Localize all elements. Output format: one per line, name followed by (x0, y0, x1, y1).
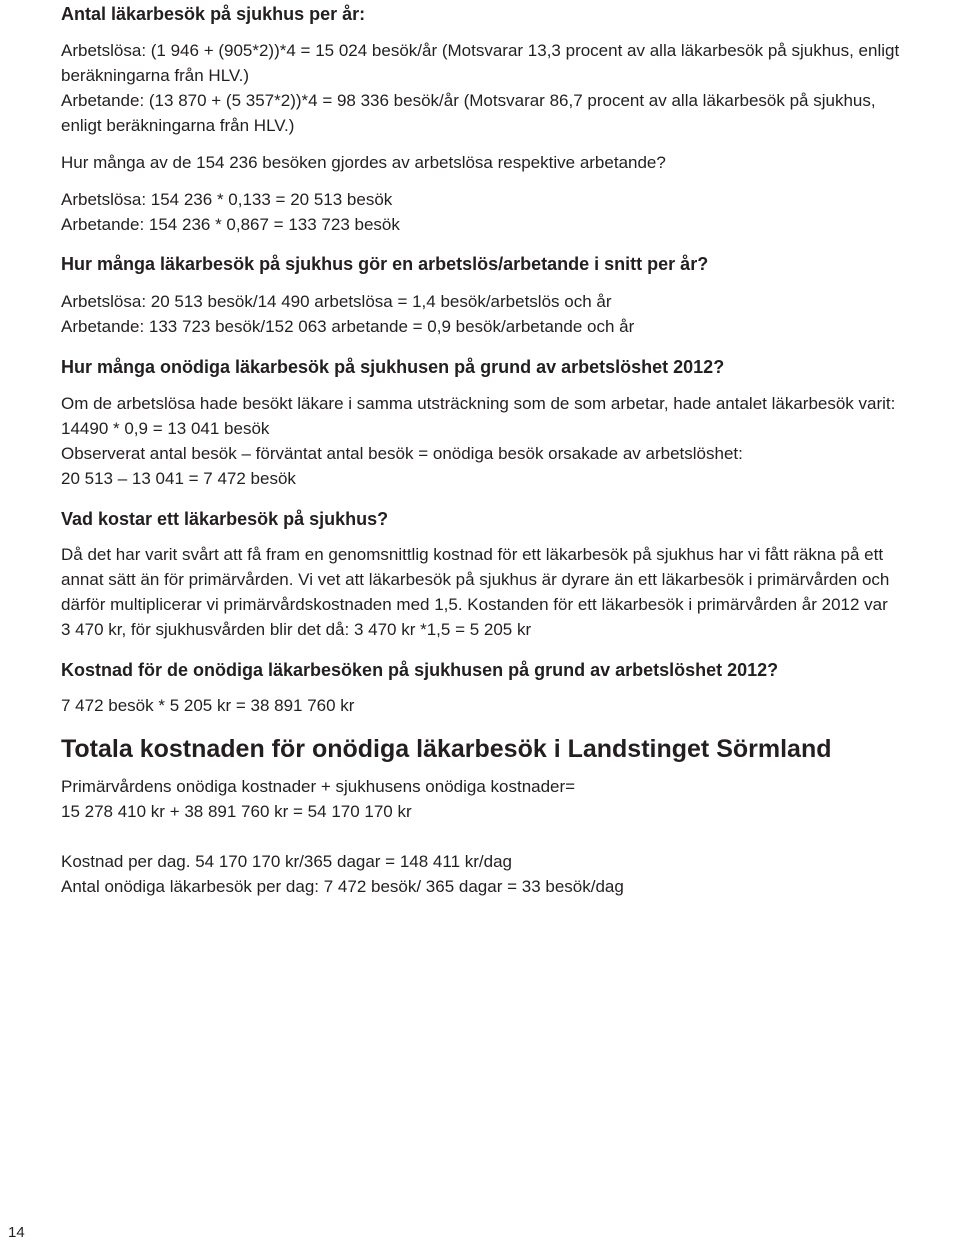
text-line: Arbetslösa: 154 236 * 0,133 = 20 513 besök (61, 190, 393, 209)
question-arbetslosa-arbetande: Hur många av de 154 236 besöken gjordes av arbetslösa respektive arbetande? (61, 153, 666, 172)
section-visits-per-year (61, 38, 953, 138)
section-unnecessary-visits (61, 391, 953, 491)
text-line: 14490 * 0,9 = 13 041 besök (61, 419, 270, 438)
section-split-visits (61, 187, 953, 237)
text-line: Arbetande: (13 870 + (5 357*2))*4 = 98 336 besök/år (Motsvarar 86,7 procent av alla läkarbesök på sjukhus, (61, 91, 876, 110)
text-line: Observerat antal besök – förväntat antal besök = onödiga besök orsakade av arbetslöshet: (61, 444, 743, 463)
heading-snitt-per-ar: Hur många läkarbesök på sjukhus gör en arbetslös/arbetande i snitt per år? (61, 254, 709, 274)
text-line: Arbetande: 154 236 * 0,867 = 133 723 besök (61, 215, 400, 234)
heading-onodiga-besok: Hur många onödiga läkarbesök på sjukhusen på grund av arbetslöshet 2012? (61, 357, 725, 377)
text-line: Antal onödiga läkarbesök per dag: 7 472 besök/ 365 dagar = 33 besök/dag (61, 877, 624, 896)
heading-kostnad-besok: Vad kostar ett läkarbesök på sjukhus? (61, 509, 389, 529)
section-average-visits (61, 289, 953, 339)
text-line: Arbetande: 133 723 besök/152 063 arbetande = 0,9 besök/arbetande och år (61, 317, 635, 336)
section-total-cost (61, 774, 953, 824)
text-line: 20 513 – 13 041 = 7 472 besök (61, 469, 296, 488)
section-per-day (61, 849, 953, 899)
heading-totala-kostnaden: Totala kostnaden för onödiga läkarbesök i Landstinget Sörmland (61, 735, 832, 763)
text-line: Arbetslösa: 20 513 besök/14 490 arbetslösa = 1,4 besök/arbetslös och år (61, 292, 612, 311)
text-line: Arbetslösa: (1 946 + (905*2))*4 = 15 024 besök/år (Motsvarar 13,3 procent av alla läkarbesök på sjukhus, enligt (61, 41, 900, 60)
text-line: därför multiplicerar vi primärvårdskostnaden med 1,5. Kostanden för ett läkarbesök i primärvården år 2012 var (61, 595, 888, 614)
section-visit-cost (61, 542, 953, 642)
text-line: 3 470 kr, för sjukhusvården blir det då: 3 470 kr *1,5 = 5 205 kr (61, 620, 532, 639)
page-number: 14 (8, 1224, 25, 1241)
heading-kostnad-onodiga: Kostnad för de onödiga läkarbesöken på sjukhusen på grund av arbetslöshet 2012? (61, 660, 779, 680)
text-line: annat sätt än för primärvården. Vi vet att läkarbesök på sjukhus är dyrare än ett läkarbesök i primärvården och (61, 570, 890, 589)
heading-antal-lakarbesok: Antal läkarbesök på sjukhus per år: (61, 4, 366, 24)
text-line: Primärvårdens onödiga kostnader + sjukhusens onödiga kostnader= (61, 777, 576, 796)
text-line: beräkningarna från HLV.) (61, 66, 250, 85)
text-line: Då det har varit svårt att få fram en genomsnittlig kostnad för ett läkarbesök på sjukhus har vi fått räkna på ett (61, 545, 884, 564)
text-line: Kostnad per dag. 54 170 170 kr/365 dagar = 148 411 kr/dag (61, 852, 512, 871)
text-line: Om de arbetslösa hade besökt läkare i samma utsträckning som de som arbetar, hade antalet läkarbesök varit: (61, 394, 896, 413)
text-total-hospital-cost: 7 472 besök * 5 205 kr = 38 891 760 kr (61, 696, 355, 715)
text-line: enligt beräkningarna från HLV.) (61, 116, 295, 135)
text-line: 15 278 410 kr + 38 891 760 kr = 54 170 170 kr (61, 802, 412, 821)
